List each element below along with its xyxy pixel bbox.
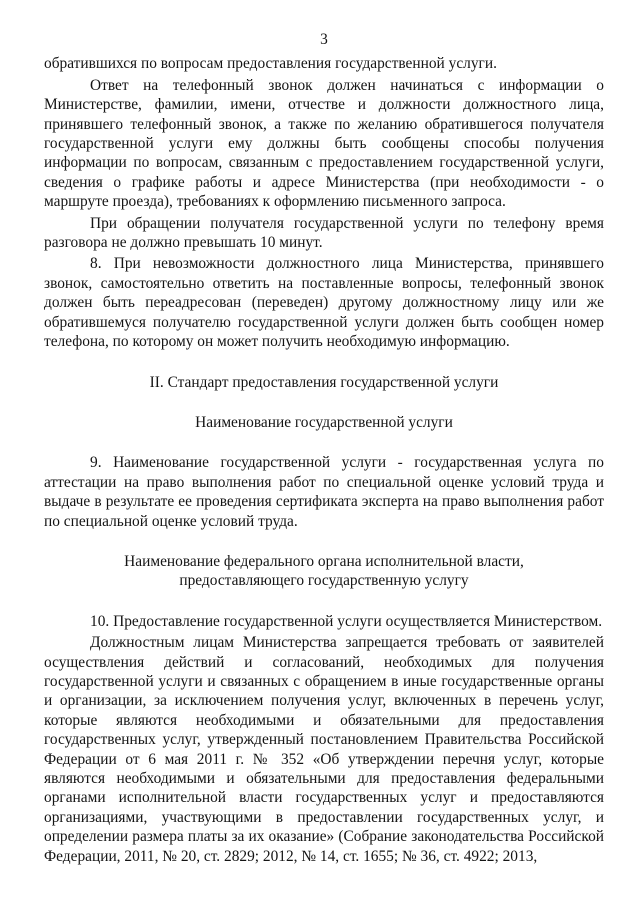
subsection-heading-authority-line1: Наименование федерального органа исполнительной власти, <box>124 552 524 570</box>
paragraph-item-9: 9. Наименование государственной услуги - государственная услуга по аттестации на право выполнения работ по специальной оценке условий труда и выдаче в результате ее проведения сертификата эксперта на право выполнения работ по специальной оценке условий труда. <box>44 454 604 530</box>
paragraph-item-10: 10. Предоставление государственной услуги осуществляется Министерством. <box>90 612 603 630</box>
subsection-heading-authority-line2: предоставляющего государственную услугу <box>179 572 469 590</box>
paragraph-prohibition: Должностным лицам Министерства запрещается требовать от заявителей осуществления действий и согласований, необходимых для получения государственной услуги и связанных с обращением в иные государственные органы и организации, за исключением получения услуг, включенных в перечень услуг, которые являются необходимыми и обязательными для предоставления государственных услуг, утвержденный постановлением Правительства Российской Федерации от 6 мая 2011 г. № 352 «Об утверждении перечня услуг, которые являются необходимыми и обязательными для предоставления федеральными органами исполнительной власти государственных услуг и предоставляются организациями, участвующими в предоставлении государственных услуг, и определении размера платы за их оказание» (Собрание законодательства Российской Федерации, 2011, № 20, ст. 2829; 2012, № 14, ст. 1655; № 36, ст. 4922; 2013, <box>44 634 604 865</box>
paragraph-phone-answer: Ответ на телефонный звонок должен начинаться с информации о Министерстве, фамилии, имени, отчестве и должности должностного лица, принявшего телефонный звонок, а также по желанию обратившегося получателя государственной услуги ему должны быть сообщены способы получения информации по вопросам, связанным с предоставлением государственной услуги, сведения о графике работы и адресе Министерства (при необходимости - о маршруте проезда), требованиях к оформлению письменного запроса. <box>44 76 604 211</box>
document-page <box>44 30 604 866</box>
subsection-heading-service-name: Наименование государственной услуги <box>195 413 453 431</box>
paragraph-item-8: 8. При невозможности должностного лица Министерства, принявшего звонок, самостоятельно ответить на поставленные вопросы, телефонный звонок должен быть переадресован (переведен) другому должностному лицу или же обратившемуся получателю государственной услуги должен быть сообщен номер телефона, по которому он может получить необходимую информацию. <box>44 255 604 351</box>
page-number: 3 <box>320 31 328 48</box>
paragraph-continuation: обратившихся по вопросам предоставления государственной услуги. <box>44 55 497 73</box>
section-heading: II. Стандарт предоставления государственной услуги <box>149 373 499 391</box>
paragraph-call-duration: При обращении получателя государственной услуги по телефону время разговора не должно превышать 10 минут. <box>44 214 604 252</box>
